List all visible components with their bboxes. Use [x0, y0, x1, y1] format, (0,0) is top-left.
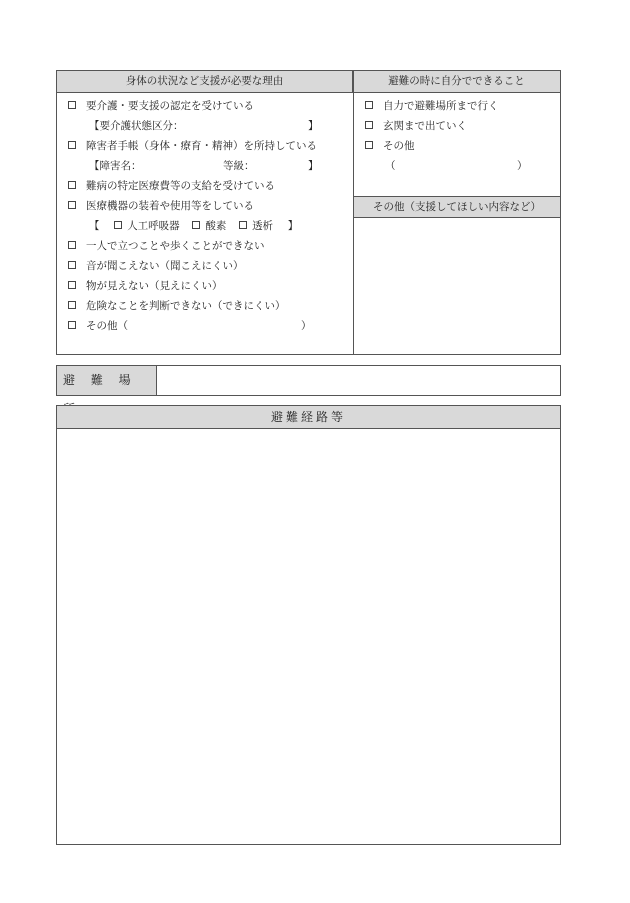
reason-item-care-level: 【要介護状態区分： — [89, 120, 184, 132]
checkbox[interactable] — [365, 121, 373, 129]
reason-item-intractable: 難病の特定医療費等の支給を受けている — [68, 176, 275, 196]
self-item-entrance: 玄関まで出ていく — [365, 116, 467, 136]
other-support-header — [354, 196, 560, 218]
paren-close: ） — [301, 320, 312, 332]
reason-item-medical-device: 医療機器の装着や使用等をしている — [68, 196, 254, 216]
evacuation-route-field[interactable] — [57, 429, 560, 844]
checkbox[interactable] — [365, 101, 373, 109]
reason-header — [57, 71, 353, 93]
checkbox[interactable] — [68, 321, 76, 329]
checkbox[interactable] — [68, 261, 76, 269]
other-support-field[interactable] — [354, 218, 560, 354]
evacuation-place-label-cell — [57, 366, 157, 395]
evacuation-route-header-label: 避難経路等 — [270, 410, 346, 424]
reason-header-label: 身体の状況など支援が必要な理由 — [125, 75, 284, 87]
bracket-close: 】 — [308, 120, 319, 132]
other-support-header-label: その他（支援してほしい内容など） — [373, 201, 541, 213]
reason-item-judgment: 危険なことを判断できない（できにくい） — [68, 296, 286, 316]
checkbox[interactable] — [68, 181, 76, 189]
evacuation-route-box — [56, 405, 561, 845]
evacuation-place-label: 避 難 場 — [63, 373, 137, 387]
evacuation-place-field[interactable] — [157, 366, 560, 395]
self-other-paren-close: ） — [517, 160, 528, 172]
checkbox[interactable] — [239, 221, 247, 229]
reason-item-disability: 障害者手帳（身体・療育・精神）を所持している — [68, 136, 317, 156]
reason-item-disability-name: 【障害名： — [89, 160, 142, 172]
checkbox[interactable] — [114, 221, 122, 229]
checkbox[interactable] — [68, 101, 76, 109]
self-header-label: 避難の時に自分でできること — [388, 75, 525, 87]
checkbox[interactable] — [68, 281, 76, 289]
evacuation-place-row — [56, 365, 561, 396]
checkbox[interactable] — [68, 241, 76, 249]
checkbox[interactable] — [68, 201, 76, 209]
self-item-walk-to-shelter: 自力で避難場所まで行く — [365, 96, 499, 116]
self-header — [353, 71, 560, 93]
checkbox[interactable] — [365, 141, 373, 149]
self-item-other: その他 — [365, 136, 415, 156]
reason-item-care: 要介護・要支援の認定を受けている — [68, 96, 254, 116]
reason-item-mobility: 一人で立つことや歩くことができない — [68, 236, 265, 256]
reason-item-vision: 物が見えない（見えにくい） — [68, 276, 223, 296]
reason-item-disability-grade: 等級： — [223, 160, 255, 172]
reason-item-hearing: 音が聞こえない（聞こえにくい） — [68, 256, 244, 276]
reason-item-other: その他（ — [68, 316, 128, 336]
checkbox[interactable] — [68, 301, 76, 309]
self-other-paren-open: （ — [385, 160, 396, 172]
evacuation-route-header — [57, 406, 560, 429]
checkbox[interactable] — [192, 221, 200, 229]
bracket-close: 】 — [308, 160, 319, 172]
support-reason-table — [56, 70, 561, 355]
checkbox[interactable] — [68, 141, 76, 149]
reason-item-device-options: 【 人工呼吸器 酸素 透析 】 — [89, 220, 299, 232]
